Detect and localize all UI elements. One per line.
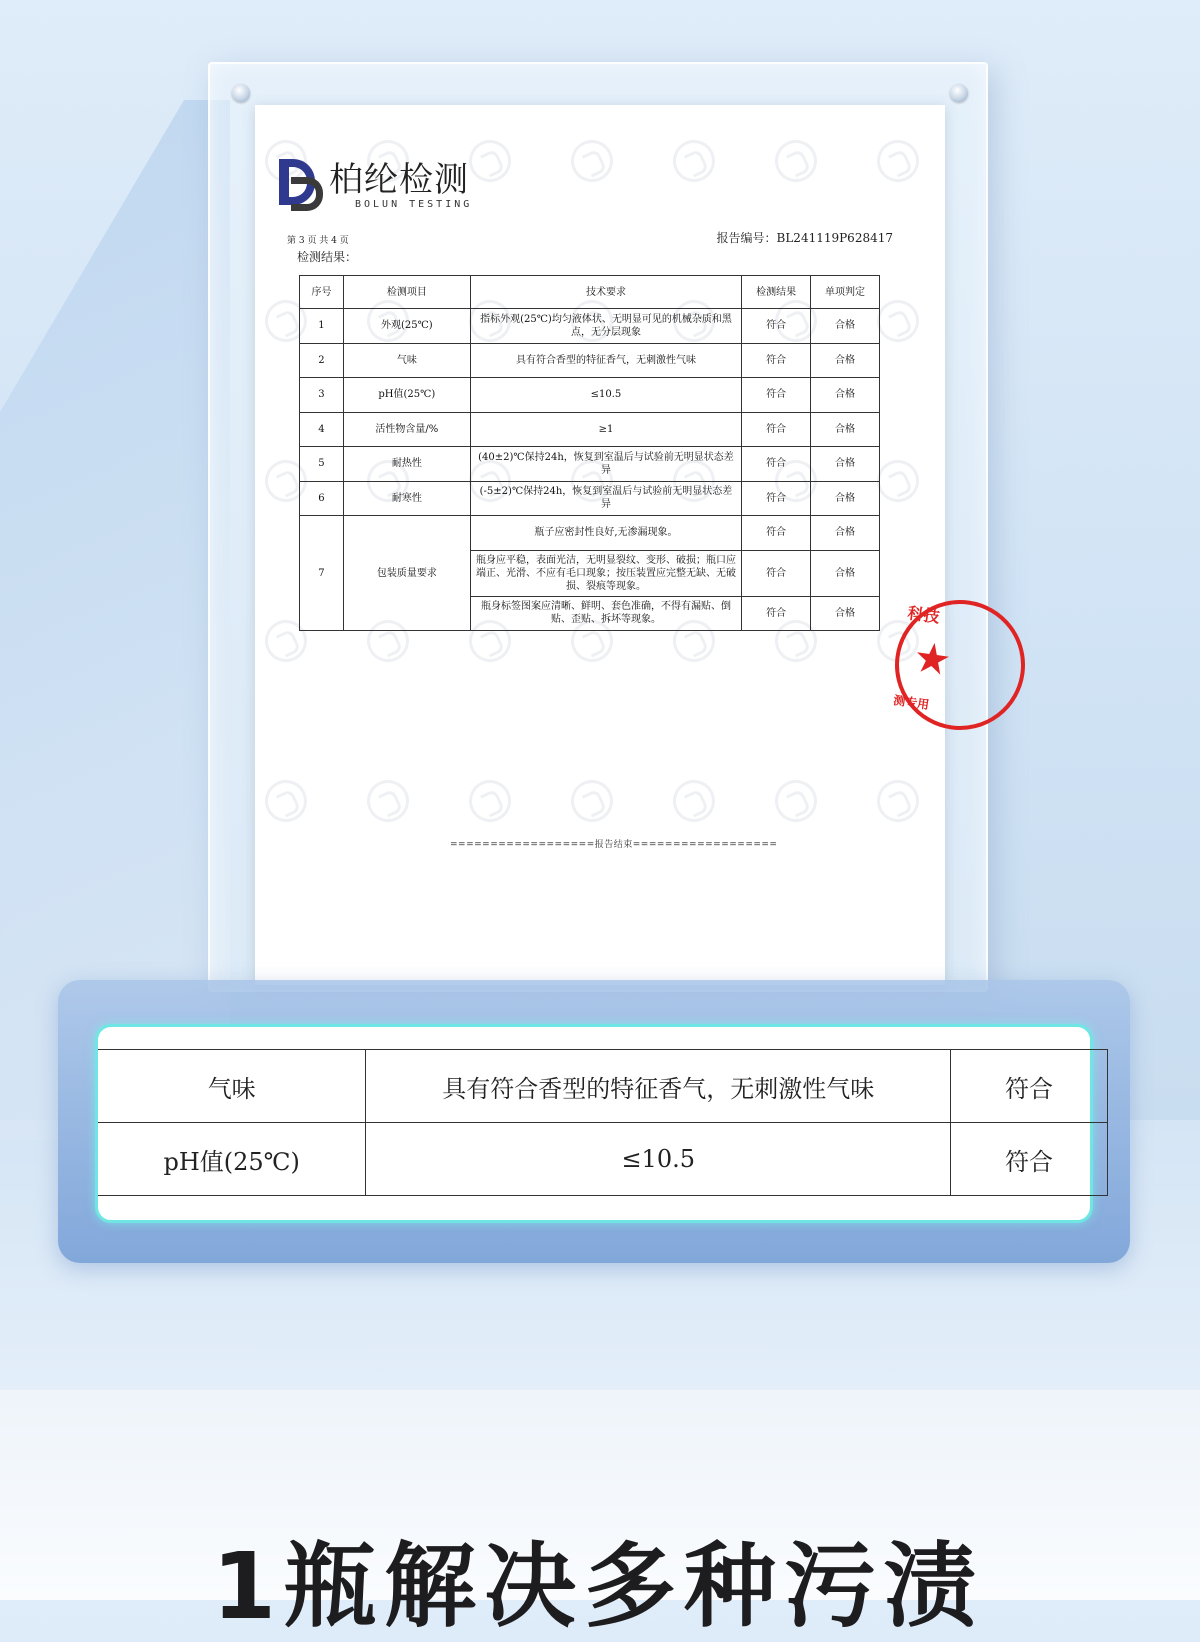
test-result: 符合 [742, 309, 811, 344]
row-number: 1 [300, 309, 344, 344]
test-item: 包装质量要求 [343, 516, 470, 631]
row-number: 4 [300, 412, 344, 447]
verdict: 合格 [811, 516, 880, 551]
row-number: 2 [300, 343, 344, 378]
test-result: 符合 [742, 378, 811, 413]
watermark-icon [564, 773, 620, 829]
verdict: 合格 [811, 550, 880, 596]
test-item: 耐寒性 [343, 481, 470, 516]
watermark-icon [768, 773, 824, 829]
table-row [300, 447, 880, 482]
headline: 1瓶解决多种污渍 [212, 1533, 985, 1640]
requirement: ≤10.5 [470, 378, 741, 413]
verdict: 合格 [811, 378, 880, 413]
screw-icon [950, 84, 968, 102]
report-number: 报告编号：BL241119P628417 [716, 231, 893, 245]
row-number: 3 [300, 378, 344, 413]
test-item: 耐热性 [343, 447, 470, 482]
requirement: (40±2)℃保持24h，恢复到室温后与试验前无明显状态差异 [470, 447, 741, 482]
test-item: pH值(25℃) [343, 378, 470, 413]
header-cell: 技术要求 [470, 276, 741, 309]
requirement: 指标外观(25℃)均匀液体状、无明显可见的机械杂质和黑点，无分层现象 [470, 309, 741, 344]
verdict: 合格 [811, 412, 880, 447]
watermark-icon [870, 773, 926, 829]
verdict: 合格 [811, 596, 880, 631]
table-row [300, 481, 880, 516]
test-item: 气味 [343, 343, 470, 378]
requirement: 瓶子应密封性良好,无渗漏现象。 [470, 516, 741, 551]
row-number: 6 [300, 481, 344, 516]
test-result: 符合 [742, 343, 811, 378]
requirement: ≤10.5 [366, 1123, 951, 1196]
test-item: 活性物含量/% [343, 412, 470, 447]
test-result: 符合 [951, 1050, 1108, 1123]
requirement: 具有符合香型的特征香气，无刺激性气味 [366, 1050, 951, 1123]
test-item: pH值(25℃) [98, 1123, 366, 1196]
table-row [300, 516, 880, 551]
header-cell: 检测结果 [742, 276, 811, 309]
requirement: 瓶身应平稳，表面光洁，无明显裂纹、变形、破损；瓶口应端正、光滑、不应有毛口现象；按压装置应完整无缺、无破损、裂痕等现象。 [470, 550, 741, 596]
verdict: 合格 [811, 481, 880, 516]
test-result: 符合 [742, 447, 811, 482]
test-result: 符合 [742, 596, 811, 631]
test-result: 符合 [951, 1123, 1108, 1196]
verdict: 合格 [811, 309, 880, 344]
watermark-icon [870, 133, 926, 189]
header-cell: 序号 [300, 276, 344, 309]
test-item: 气味 [98, 1050, 366, 1123]
requirement: (-5±2)℃保持24h，恢复到室温后与试验前无明显状态差异 [470, 481, 741, 516]
seal-text-top: 科技 [906, 603, 941, 627]
table-header-row [300, 276, 880, 309]
watermark-icon [666, 133, 722, 189]
magnified-table [98, 1049, 1108, 1196]
watermark-icon [360, 773, 416, 829]
logo-name-en: BOLUN TESTING [355, 198, 473, 210]
test-report-paper [255, 105, 955, 985]
screw-icon [232, 84, 250, 102]
magnified-table-card [95, 1024, 1093, 1223]
watermark-icon [462, 773, 518, 829]
test-result: 符合 [742, 516, 811, 551]
watermark-icon [564, 133, 620, 189]
table-row [300, 412, 880, 447]
logo-name-cn: 柏纶检测 [329, 159, 469, 200]
table-row [98, 1123, 1108, 1196]
table-row [300, 378, 880, 413]
table-row [300, 343, 880, 378]
header-cell: 单项判定 [811, 276, 880, 309]
row-number: 7 [300, 516, 344, 631]
test-result: 符合 [742, 550, 811, 596]
seal-text-bottom: 测专用 [892, 693, 931, 713]
bolun-logo-icon [279, 157, 323, 213]
requirement: 瓶身标签图案应清晰、鲜明、套色准确，不得有漏贴、倒贴、歪贴、拆坏等现象。 [470, 596, 741, 631]
report-end-line: ==================报告结束================== [450, 840, 778, 850]
bolun-logo [279, 155, 472, 215]
requirement: 具有符合香型的特征香气，无刺激性气味 [470, 343, 741, 378]
results-label: 检测结果： [297, 250, 358, 264]
official-seal [887, 592, 1034, 739]
test-result: 符合 [742, 412, 811, 447]
table-row [300, 309, 880, 344]
watermark-icon [768, 133, 824, 189]
test-item: 外观(25℃) [343, 309, 470, 344]
verdict: 合格 [811, 447, 880, 482]
page-info: 第 3 页 共 4 页 [287, 236, 349, 246]
watermark-icon [666, 773, 722, 829]
test-result: 符合 [742, 481, 811, 516]
row-number: 5 [300, 447, 344, 482]
star-icon: ★ [910, 631, 955, 686]
header-cell: 检测项目 [343, 276, 470, 309]
verdict: 合格 [811, 343, 880, 378]
watermark-icon [258, 773, 314, 829]
requirement: ≥1 [470, 412, 741, 447]
table-row [98, 1050, 1108, 1123]
results-table [299, 275, 880, 631]
